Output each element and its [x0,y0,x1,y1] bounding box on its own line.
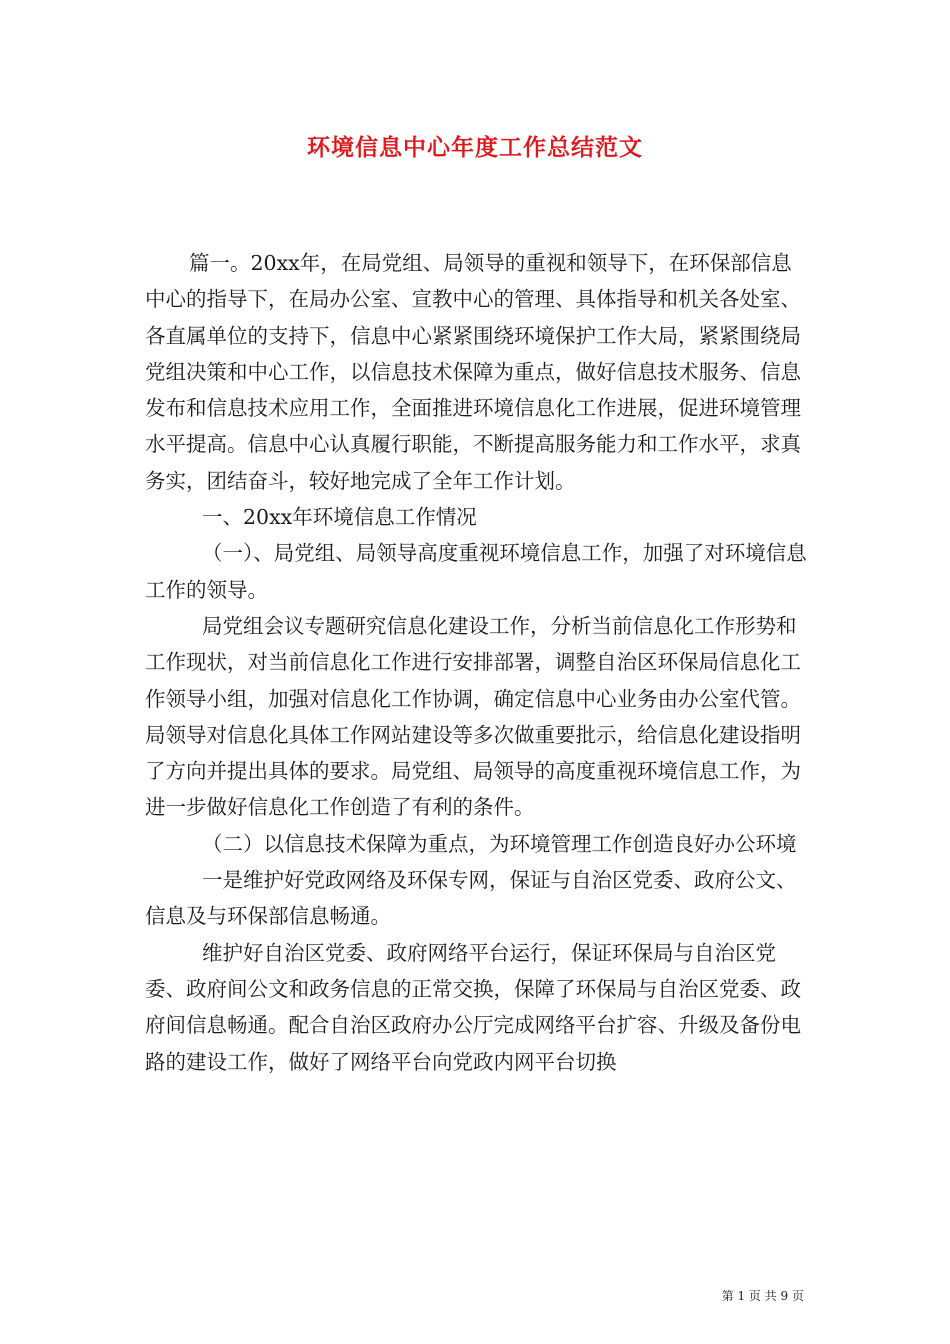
page-number-footer: 第 1 页 共 9 页 [721,1289,804,1303]
subsection-heading-2: （二）以信息技术保障为重点，为环境管理工作创造良好办公环境 [202,831,797,856]
paragraph-network-2: 维护好自治区党委、政府网络平台运行，保证环保局与自治区党委、政府间公文和政务信息的正常交换，保障了环保局与自治区党委、政府间信息畅通。配合自治区政府办公厅完成网络平台扩容、升级及备份电路的建设工作，做好了网络平台向党政内网平台切换 [145,940,801,1074]
paragraph-network-1: 一是维护好党政网络及环保专网，保证与自治区党委、政府公文、信息及与环保部信息畅通。 [145,868,797,929]
paragraph-intro: 篇一。20xx年，在局党组、局领导的重视和领导下，在环保部信息中心的指导下，在局办公室、宣教中心的管理、具体指导和机关各处室、各直属单位的支持下，信息中心紧紧围绕环境保护工作大局，紧紧围绕局党组决策和中心工作，以信息技术保障为重点，做好信息技术服务、信息发布和信息技术应用工作，全面推进环境信息化工作进展，促进环境管理水平提高。信息中心认真履行职能，不断提高服务能力和工作水平，求真务实，团结奋斗，较好地完成了全年工作计划。 [145,251,801,493]
paragraph-leadership: 局党组会议专题研究信息化建设工作，分析当前信息化工作形势和工作现状，对当前信息化工作进行安排部署，调整自治区环保局信息化工作领导小组，加强对信息化工作协调，确定信息中心业务由办公室代管。局领导对信息化具体工作网站建设等多次做重要批示，给信息化建设指明了方向并提出具体的要求。局党组、局领导的高度重视环境信息工作，为进一步做好信息化工作创造了有利的条件。 [145,613,801,820]
subsection-heading-1: （一）、局党组、局领导高度重视环境信息工作，加强了对环境信息工作的领导。 [145,541,807,602]
document-body [145,245,807,1080]
document-title: 环境信息中心年度工作总结范文 [307,134,643,161]
section-heading-1: 一、20xx年环境信息工作情况 [202,505,477,530]
